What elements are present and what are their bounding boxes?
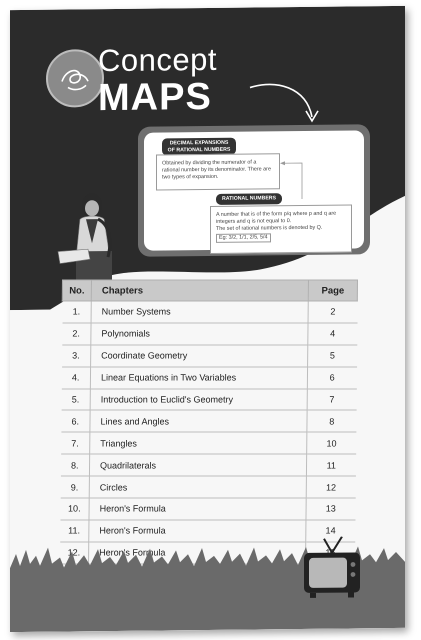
row-chapter: Lines and Angles bbox=[90, 410, 307, 432]
row-page: 13 bbox=[306, 498, 355, 520]
row-no: 1. bbox=[62, 301, 91, 323]
row-chapter: Circles bbox=[89, 476, 306, 498]
logo-scribble-icon bbox=[46, 49, 104, 108]
row-no: 3. bbox=[62, 345, 91, 367]
tv-icon bbox=[302, 536, 362, 599]
table-row bbox=[61, 367, 356, 389]
curved-arrow-icon bbox=[246, 79, 326, 130]
pill-decimal-expansions bbox=[162, 138, 236, 156]
row-chapter: Linear Equations in Two Variables bbox=[90, 367, 307, 389]
pill-rational-numbers bbox=[216, 193, 282, 204]
row-no: 5. bbox=[61, 389, 90, 411]
row-chapter: Quadrilaterals bbox=[89, 454, 306, 476]
header-no: No. bbox=[62, 280, 91, 301]
box-rational-numbers-text: A number that is of the form p/q where p and q are integers and q is not equal to 0. bbox=[216, 210, 337, 225]
book-cover bbox=[10, 6, 405, 632]
connector-line bbox=[280, 161, 310, 201]
row-no: 12. bbox=[60, 542, 89, 564]
concept-map-preview bbox=[138, 124, 370, 256]
row-no: 4. bbox=[61, 367, 90, 389]
table-row bbox=[62, 301, 357, 323]
row-page: 10 bbox=[307, 432, 356, 454]
row-chapter: Triangles bbox=[90, 432, 307, 454]
row-chapter: Polynomials bbox=[91, 323, 308, 345]
pill-rational-numbers-text: RATIONAL NUMBERS bbox=[222, 195, 276, 202]
title-maps: MAPS bbox=[98, 75, 212, 120]
row-page: 14 bbox=[306, 520, 355, 542]
row-chapter: Heron's Formula bbox=[89, 542, 306, 564]
row-no: 10. bbox=[60, 498, 89, 520]
row-no: 11. bbox=[60, 520, 89, 542]
header-page: Page bbox=[308, 280, 357, 301]
box-rational-numbers bbox=[210, 204, 352, 253]
row-chapter: Heron's Formula bbox=[89, 520, 306, 542]
row-page: 5 bbox=[308, 345, 357, 367]
header-chapters: Chapters bbox=[91, 280, 308, 301]
row-no: 2. bbox=[62, 323, 91, 345]
box-rational-numbers-example: Eg: 3/2, 1/1, 2/5, 5/4 bbox=[216, 233, 271, 243]
table-row bbox=[60, 498, 355, 520]
title-concept: Concept bbox=[98, 41, 217, 79]
table-row bbox=[61, 432, 356, 454]
row-page: 11 bbox=[306, 454, 355, 476]
table-row bbox=[60, 476, 355, 498]
pill-decimal-expansions-text: DECIMAL EXPANSIONS OF RATIONAL NUMBERS bbox=[167, 139, 231, 153]
row-chapter: Coordinate Geometry bbox=[91, 345, 308, 367]
table-row bbox=[61, 389, 356, 411]
row-chapter: Introduction to Euclid's Geometry bbox=[90, 389, 307, 411]
table-row bbox=[60, 454, 355, 476]
table-header-row bbox=[62, 280, 357, 301]
table-row bbox=[62, 345, 357, 367]
girl-with-book-illustration bbox=[50, 189, 130, 286]
box-decimal-expansions-text: Obtained by dividing the numerator of a rational number by its denominator. There are two types of expansion. bbox=[162, 159, 271, 181]
table-row bbox=[61, 410, 356, 432]
row-page: 2 bbox=[308, 301, 357, 323]
row-chapter: Number Systems bbox=[91, 301, 308, 323]
row-no: 9. bbox=[60, 476, 89, 498]
row-page: 8 bbox=[307, 410, 356, 432]
row-page: 7 bbox=[307, 389, 356, 411]
row-no: 8. bbox=[60, 454, 89, 476]
row-chapter: Heron's Formula bbox=[89, 498, 306, 520]
box-decimal-expansions bbox=[156, 153, 280, 190]
chapters-table bbox=[59, 280, 358, 565]
row-page: 12 bbox=[306, 476, 355, 498]
row-page: 6 bbox=[307, 367, 356, 389]
row-no: 6. bbox=[61, 410, 90, 432]
row-no: 7. bbox=[61, 432, 90, 454]
table-row bbox=[62, 323, 357, 345]
box-rational-numbers-text2: The set of rational numbers is denoted by Q. bbox=[216, 224, 323, 232]
row-page: 4 bbox=[308, 323, 357, 345]
